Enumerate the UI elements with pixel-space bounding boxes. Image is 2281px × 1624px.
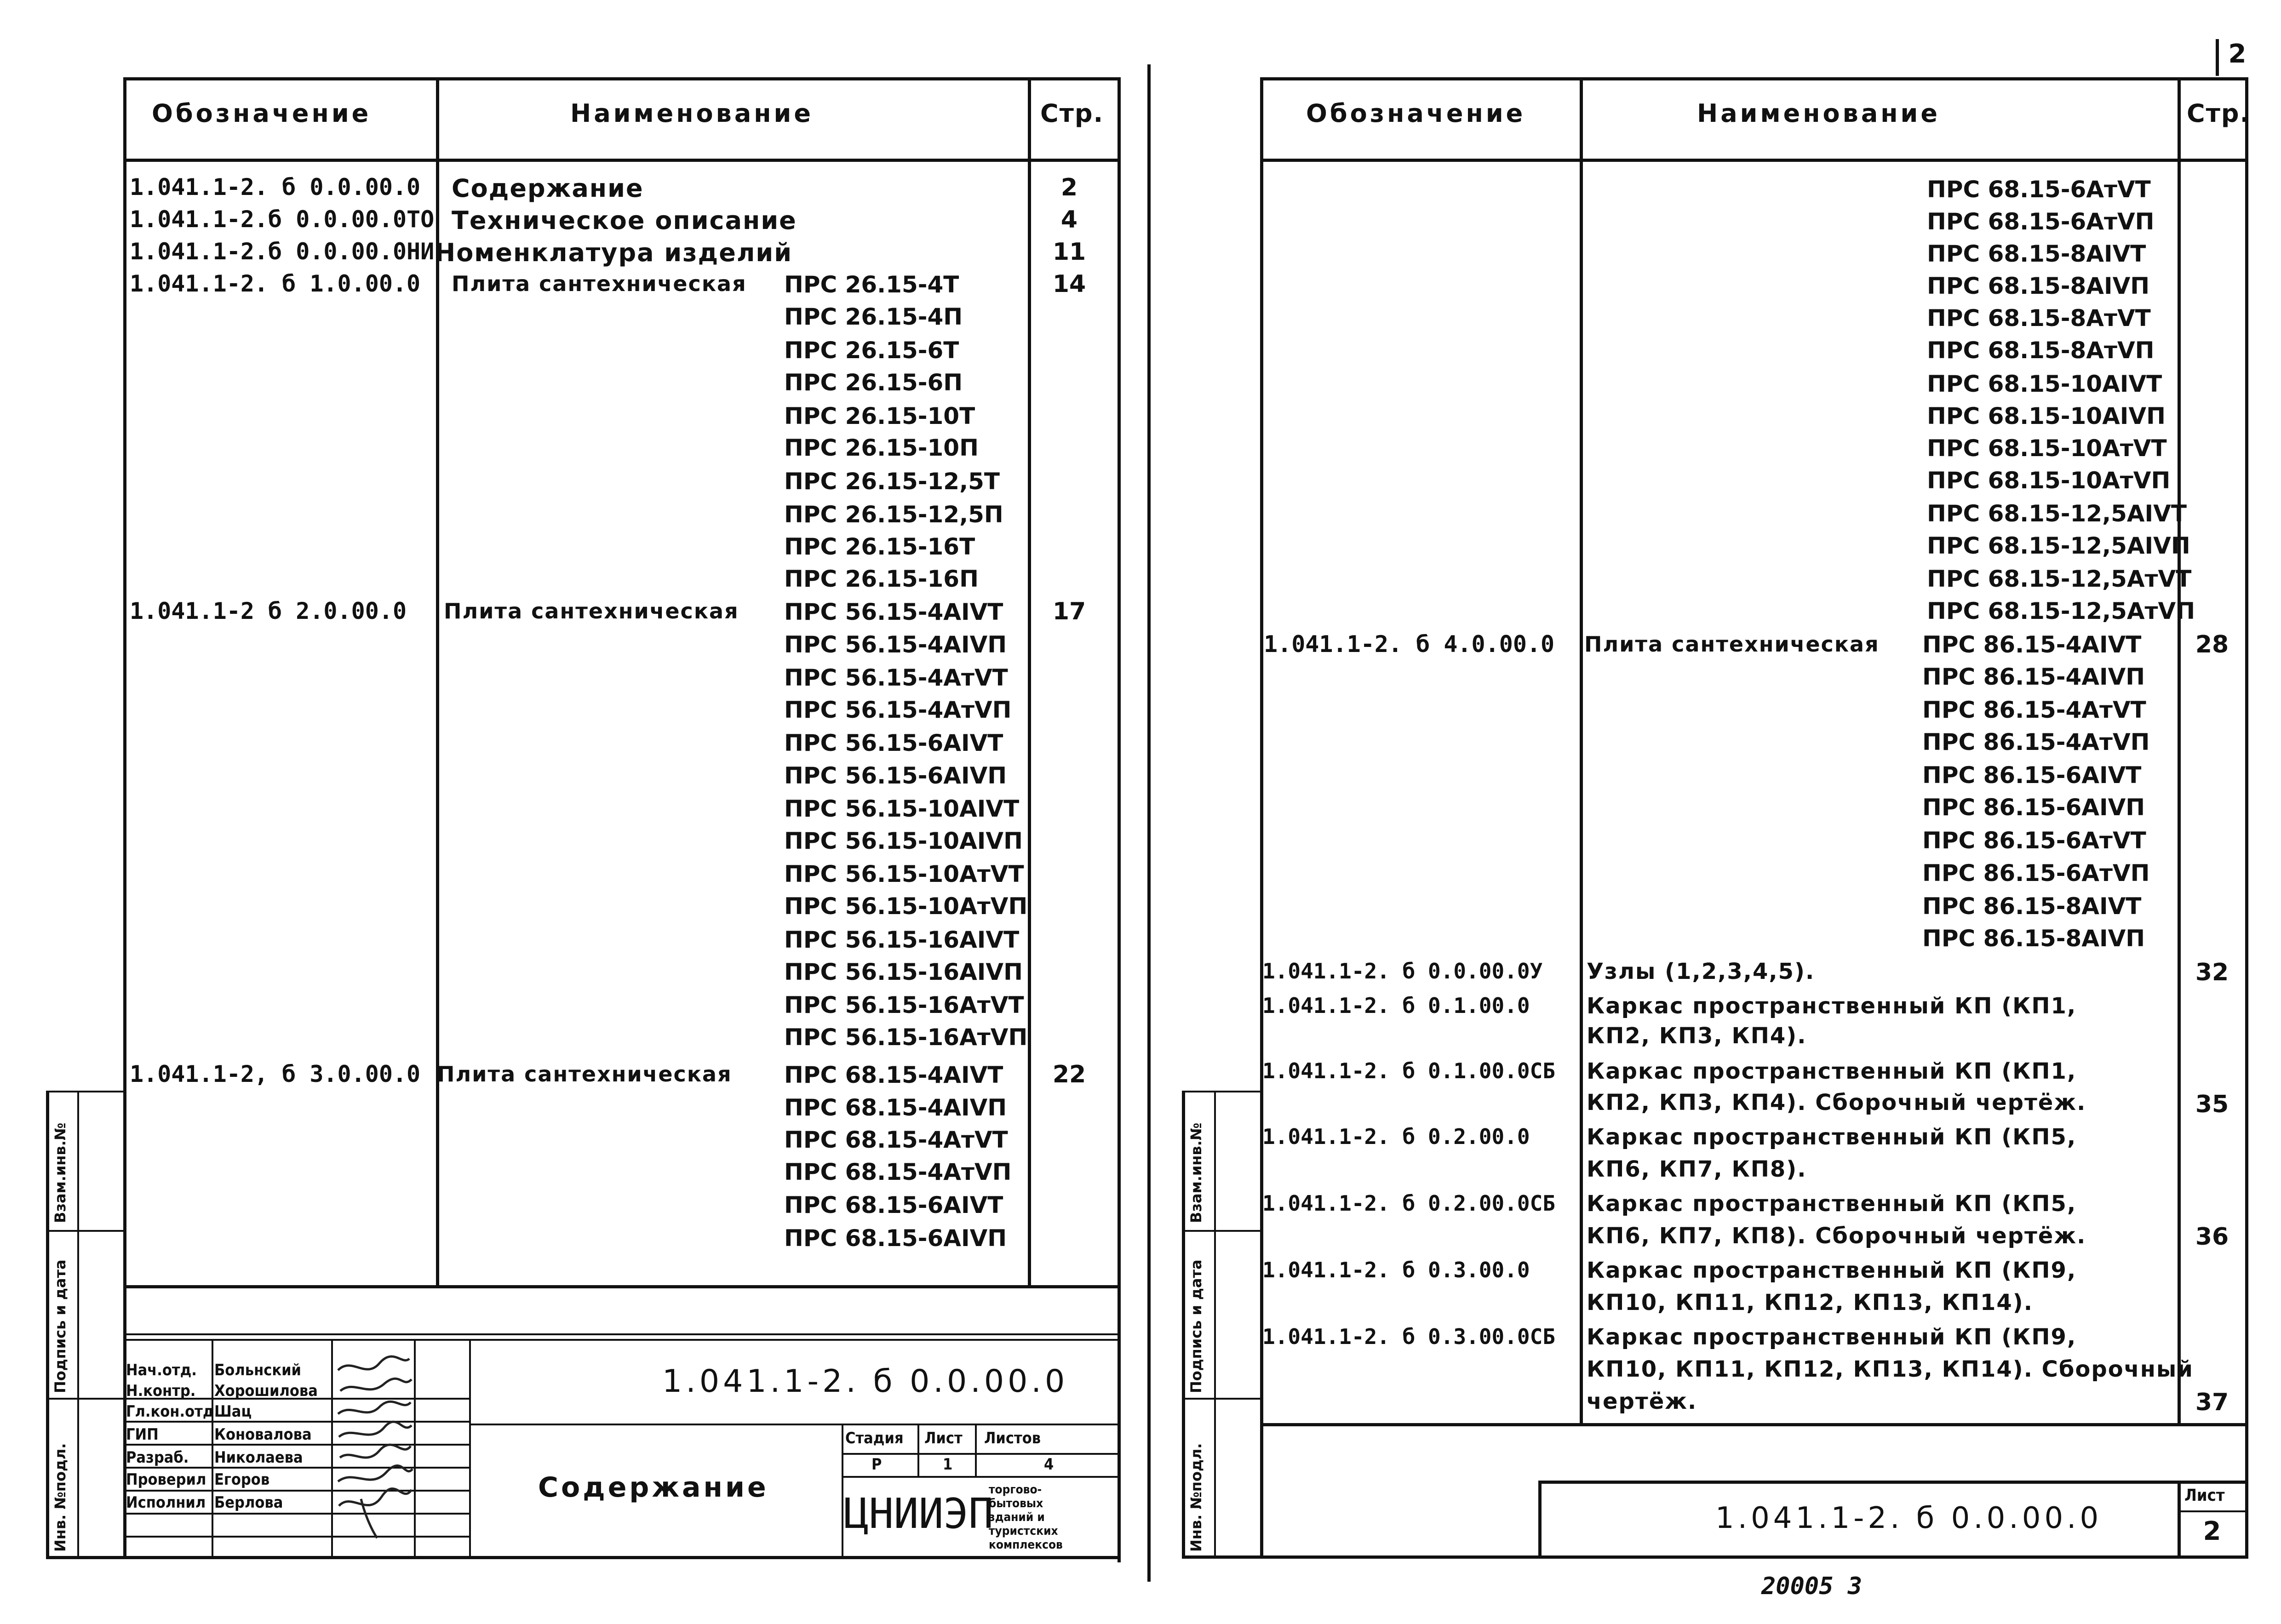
row-page: 4 <box>1060 206 1078 234</box>
row-name: Каркас пространственный КП (КП5, <box>1587 1124 2077 1150</box>
stage-value: Р <box>871 1455 882 1474</box>
page-number: 2 <box>2228 39 2247 69</box>
row-code: 1.041.1-2. б 0.3.00.0СБ <box>1262 1324 1555 1349</box>
row-name: Каркас пространственный КП (КП5, <box>1587 1191 2077 1217</box>
sheet-separator <box>1147 64 1151 1582</box>
product-mark: ПРС 56.15-16АтVТ <box>784 992 1024 1018</box>
row-code: 1.041.1-2, б 3.0.00.0 <box>130 1061 421 1087</box>
product-mark: ПРС 56.15-6АIVТ <box>784 730 1003 756</box>
stamp-role: ГИП <box>126 1425 159 1444</box>
product-mark: ПРС 26.15-16Т <box>784 533 975 560</box>
stamp-person: Коновалова <box>214 1425 312 1444</box>
row-name-cont: КП10, КП11, КП12, КП13, КП14). Сборочный <box>1587 1356 2194 1382</box>
row-code: 1.041.1-2. б 0.2.00.0 <box>1262 1124 1530 1149</box>
row-name: Номенклатура изделий <box>435 238 793 267</box>
product-mark: ПРС 68.15-8АтVТ <box>1927 305 2151 332</box>
org-desc-line: зданий и <box>989 1510 1045 1524</box>
row-name: Каркас пространственный КП (КП9, <box>1587 1258 2077 1283</box>
side-label-signature: Подпись и дата <box>52 1259 69 1393</box>
page-header: Стр. <box>1040 99 1104 128</box>
row-code: 1.041.1-2. б 0.0.00.0У <box>1262 959 1543 984</box>
row-code: 1.041.1-2. б 0.3.00.0 <box>1262 1258 1530 1282</box>
row-name-cont: КП6, КП7, КП8). Сборочный чертёж. <box>1587 1223 2086 1249</box>
product-mark: ПРС 56.15-16АIVТ <box>784 926 1020 953</box>
product-mark: ПРС 26.15-12,5П <box>784 501 1003 528</box>
row-page: 14 <box>1052 270 1086 298</box>
row-page: 17 <box>1052 598 1086 625</box>
product-mark: ПРС 86.15-4АIVП <box>1922 663 2145 690</box>
row-name-cont: КП2, КП3, КП4). <box>1587 1023 1807 1049</box>
stamp-person: Берлова <box>214 1493 283 1512</box>
stamp-role: Разраб. <box>126 1448 189 1467</box>
stamp-title: Содержание <box>538 1471 769 1504</box>
product-mark: ПРС 68.15-4АIVП <box>784 1094 1007 1121</box>
row-code: 1.041.1-2. б 0.1.00.0 <box>1262 993 1530 1018</box>
sheet-label: Лист <box>2184 1486 2225 1505</box>
page-header: Стр. <box>2187 99 2251 128</box>
stamp-role: Н.контр. <box>126 1382 196 1400</box>
stamp-role: Исполнил <box>126 1493 206 1512</box>
product-mark: ПРС 68.15-10АтVП <box>1927 467 2171 494</box>
stamp-person: Больнский <box>214 1361 301 1379</box>
org-desc-line: комплексов <box>989 1538 1063 1552</box>
row-page: 22 <box>1052 1061 1086 1088</box>
product-mark: ПРС 56.15-4АтVТ <box>784 664 1008 691</box>
row-name: Плита сантехническая <box>437 1062 732 1086</box>
stamp-role: Проверил <box>126 1470 206 1489</box>
row-code: 1.041.1-2. б 0.0.00.0 <box>130 174 421 200</box>
row-code: 1.041.1-2. б 0.2.00.0СБ <box>1262 1191 1555 1216</box>
org-desc-line: бытовых <box>989 1497 1043 1510</box>
stamp-role: Нач.отд. <box>126 1361 197 1379</box>
product-mark: ПРС 86.15-4АтVП <box>1922 729 2150 755</box>
side-label-inv: Инв. №подл. <box>52 1443 69 1552</box>
product-mark: ПРС 68.15-8АIVП <box>1927 273 2150 299</box>
name-header: Наименование <box>570 99 814 128</box>
row-name-cont: КП2, КП3, КП4). Сборочный чертёж. <box>1587 1090 2086 1115</box>
sheet-value: 2 <box>2203 1516 2221 1546</box>
row-page: 36 <box>2195 1223 2229 1251</box>
product-mark: ПРС 56.15-16АтVП <box>784 1024 1028 1051</box>
signature-marks <box>333 1352 416 1545</box>
product-mark: ПРС 56.15-10АтVП <box>784 893 1028 920</box>
sheets-label: Листов <box>984 1429 1041 1447</box>
row-name-cont: КП10, КП11, КП12, КП13, КП14). <box>1587 1290 2033 1315</box>
row-code: 1.041.1-2.б 0.0.00.0ТО <box>130 206 435 233</box>
row-name: Узлы (1,2,3,4,5). <box>1587 959 1815 984</box>
stamp-person: Хорошилова <box>214 1382 318 1400</box>
product-mark: ПРС 68.15-6АтVП <box>1927 208 2155 235</box>
row-name: Плита сантехническая <box>1584 632 1880 657</box>
product-mark: ПРС 68.15-10АIVТ <box>1927 371 2162 397</box>
product-mark: ПРС 68.15-6АIVТ <box>784 1192 1003 1218</box>
row-name: Каркас пространственный КП (КП9, <box>1587 1324 2077 1350</box>
product-mark: ПРС 26.15-12,5Т <box>784 468 1000 495</box>
product-mark: ПРС 56.15-10АIVТ <box>784 795 1020 822</box>
org-desc-line: туристских <box>989 1524 1058 1538</box>
product-mark: ПРС 68.15-4АтVТ <box>784 1127 1008 1153</box>
row-code: 1.041.1-2. б 1.0.00.0 <box>130 270 421 297</box>
row-name: Плита сантехническая <box>452 271 747 296</box>
product-mark: ПРС 86.15-8АIVП <box>1922 925 2145 952</box>
product-mark: ПРС 26.15-6Т <box>784 337 959 364</box>
stamp-person: Шац <box>214 1402 252 1421</box>
sheet-label: Лист <box>924 1429 963 1447</box>
designation-header: Обозначение <box>152 99 372 128</box>
product-mark: ПРС 86.15-6АIVТ <box>1922 762 2142 789</box>
product-mark: ПРС 86.15-4АтVТ <box>1922 697 2146 723</box>
doc-code: 1.041.1-2. б 0.0.00.0 <box>662 1363 1069 1400</box>
designation-header: Обозначение <box>1306 99 1526 128</box>
sheet-value: 1 <box>943 1455 953 1474</box>
product-mark: ПРС 26.15-4П <box>784 303 963 330</box>
row-code: 1.041.1-2.б 0.0.00.0НИ <box>130 238 435 265</box>
product-mark: ПРС 86.15-6АтVТ <box>1922 827 2146 854</box>
product-mark: ПРС 86.15-4АIVТ <box>1922 631 2142 658</box>
row-code: 1.041.1-2. б 0.1.00.0СБ <box>1262 1058 1555 1083</box>
row-page: 2 <box>1060 174 1078 201</box>
product-mark: ПРС 56.15-10АтVТ <box>784 861 1024 887</box>
row-name: Каркас пространственный КП (КП1, <box>1587 993 2077 1019</box>
row-name: Содержание <box>452 174 644 203</box>
row-code: 1.041.1-2. б 4.0.00.0 <box>1264 631 1555 658</box>
product-mark: ПРС 68.15-4АIVТ <box>784 1062 1003 1088</box>
product-mark: ПРС 86.15-8АIVТ <box>1922 893 2142 920</box>
product-mark: ПРС 68.15-6АтVТ <box>1927 176 2151 203</box>
side-label-signature: Подпись и дата <box>1187 1259 1205 1393</box>
product-mark: ПРС 56.15-10АIVП <box>784 828 1023 854</box>
row-name: Плита сантехническая <box>444 599 739 623</box>
product-mark: ПРС 68.15-12,5АтVП <box>1927 598 2195 624</box>
product-mark: ПРС 26.15-4Т <box>784 271 959 298</box>
org-logo: ЦНИИЭП <box>844 1490 994 1538</box>
product-mark: ПРС 56.15-4АIVП <box>784 631 1007 658</box>
product-mark: ПРС 68.15-12,5АтVТ <box>1927 566 2192 592</box>
product-mark: ПРС 68.15-8АIVТ <box>1927 240 2146 267</box>
stage-label: Стадия <box>845 1429 904 1447</box>
stamp-person: Егоров <box>214 1470 270 1489</box>
product-mark: ПРС 56.15-16АIVП <box>784 959 1023 985</box>
product-mark: ПРС 68.15-10АтVТ <box>1927 435 2167 462</box>
row-page: 35 <box>2195 1091 2229 1118</box>
product-mark: ПРС 26.15-10Т <box>784 403 975 429</box>
row-name: Каркас пространственный КП (КП1, <box>1587 1058 2077 1084</box>
product-mark: ПРС 56.15-6АIVП <box>784 762 1007 789</box>
product-mark: ПРС 68.15-12,5АIVТ <box>1927 500 2187 527</box>
row-name-cont: чертёж. <box>1587 1389 1697 1414</box>
archive-number: 20005 3 <box>1761 1573 1863 1600</box>
product-mark: ПРС 68.15-12,5АIVП <box>1927 532 2190 559</box>
row-name: Техническое описание <box>452 206 797 235</box>
org-desc-line: торгово- <box>989 1483 1042 1497</box>
product-mark: ПРС 26.15-10П <box>784 435 979 461</box>
row-page: 37 <box>2195 1389 2229 1416</box>
row-page: 32 <box>2195 959 2229 986</box>
product-mark: ПРС 56.15-4АтVП <box>784 697 1012 723</box>
product-mark: ПРС 56.15-4АIVТ <box>784 599 1003 625</box>
row-page: 28 <box>2195 631 2229 658</box>
side-label-replace: Взам.инв.№ <box>52 1122 69 1223</box>
product-mark: ПРС 26.15-16П <box>784 566 979 592</box>
name-header: Наименование <box>1697 99 1941 128</box>
sheets-value: 4 <box>1044 1455 1054 1474</box>
product-mark: ПРС 68.15-8АтVП <box>1927 337 2155 364</box>
product-mark: ПРС 26.15-6П <box>784 369 963 396</box>
product-mark: ПРС 86.15-6АIVП <box>1922 794 2145 821</box>
product-mark: ПРС 68.15-10АIVП <box>1927 403 2166 429</box>
product-mark: ПРС 68.15-4АтVП <box>784 1159 1012 1185</box>
side-label-replace: Взам.инв.№ <box>1187 1122 1205 1223</box>
product-mark: ПРС 86.15-6АтVП <box>1922 860 2150 886</box>
stamp-person: Николаева <box>214 1448 303 1467</box>
stamp-role: Гл.кон.отд. <box>126 1402 220 1421</box>
row-code: 1.041.1-2 б 2.0.00.0 <box>130 598 407 624</box>
row-name-cont: КП6, КП7, КП8). <box>1587 1156 1807 1182</box>
product-mark: ПРС 68.15-6АIVП <box>784 1225 1007 1252</box>
row-page: 11 <box>1052 238 1086 266</box>
side-label-inv: Инв. №подл. <box>1187 1443 1205 1552</box>
doc-code: 1.041.1-2. б 0.0.00.0 <box>1715 1501 2103 1535</box>
